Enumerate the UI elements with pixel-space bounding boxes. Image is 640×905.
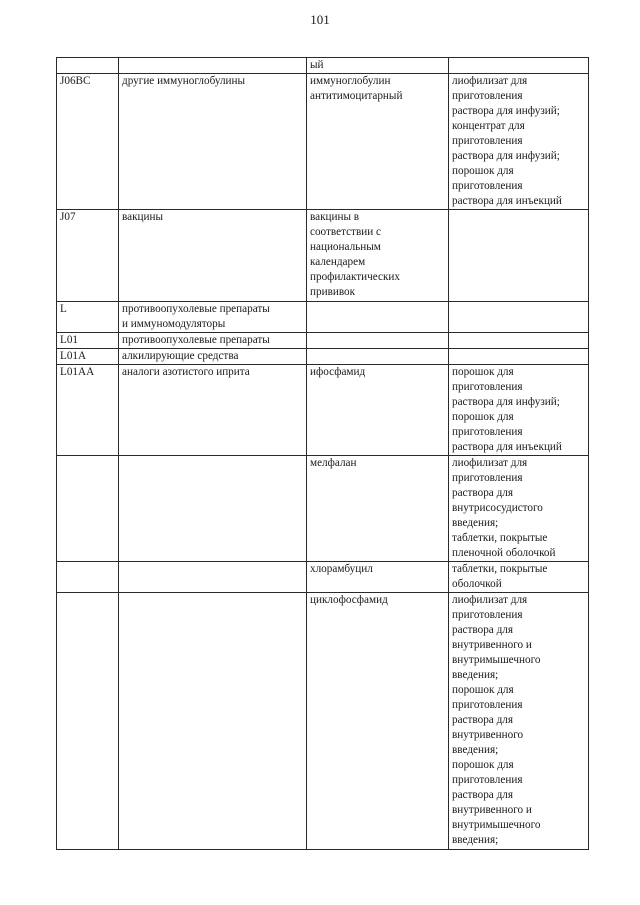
dosage-form: лиофилизат для приготовления раствора для внутривенного и внутримышечного введения; порошок для приготовления раствора для внутривенного введения; порошок для приготовления раствора для внутривенного и внутримышечного введения; [452, 594, 541, 846]
atc-code: L01AA [60, 366, 95, 378]
atc-group-cell [119, 562, 307, 593]
drug-name: вакцины в соответствии с национальным календарем профилактических прививок [310, 211, 400, 298]
atc-code: L [60, 303, 67, 315]
dosage-form-cell [449, 456, 589, 562]
dosage-form: таблетки, покрытые оболочкой [452, 563, 548, 590]
dosage-form-cell [449, 210, 589, 302]
atc-group: противоопухолевые препараты [122, 334, 270, 346]
atc-group-cell [119, 456, 307, 562]
table-row [57, 349, 589, 365]
drug-name-cell [307, 365, 449, 456]
atc-code-cell [57, 333, 119, 349]
drug-name: ый [310, 59, 324, 71]
dosage-form-cell [449, 562, 589, 593]
atc-group-cell [119, 593, 307, 850]
table-row [57, 74, 589, 210]
drug-name: хлорамбуцил [310, 563, 373, 575]
atc-group-cell [119, 210, 307, 302]
atc-group: алкилирующие средства [122, 350, 239, 362]
atc-code: J07 [60, 211, 76, 223]
dosage-form-cell [449, 333, 589, 349]
dosage-form-cell [449, 58, 589, 74]
page-number: 101 [310, 12, 330, 27]
atc-group-cell [119, 349, 307, 365]
atc-code-cell [57, 456, 119, 562]
table-row [57, 562, 589, 593]
drug-name-cell [307, 302, 449, 333]
dosage-form: порошок для приготовления раствора для инфузий; порошок для приготовления раствора для инъекций [452, 366, 562, 453]
atc-code-cell [57, 74, 119, 210]
atc-code-cell [57, 58, 119, 74]
drug-name-cell [307, 58, 449, 74]
atc-group: другие иммуноглобулины [122, 75, 246, 87]
atc-group-cell [119, 365, 307, 456]
drug-name: мелфалан [310, 457, 357, 469]
atc-code: L01A [60, 350, 87, 362]
atc-code-cell [57, 365, 119, 456]
atc-group-cell [119, 302, 307, 333]
drug-name: циклофосфамид [310, 594, 388, 606]
table-row [57, 302, 589, 333]
atc-group: аналоги азотистого иприта [122, 366, 250, 378]
drug-name-cell [307, 562, 449, 593]
atc-group-cell [119, 333, 307, 349]
table-row [57, 333, 589, 349]
atc-group-cell [119, 74, 307, 210]
drug-name: иммуноглобулин антитимоцитарный [310, 75, 403, 102]
table-row [57, 593, 589, 850]
table-row [57, 210, 589, 302]
atc-group: вакцины [122, 211, 164, 223]
dosage-form-cell [449, 593, 589, 850]
atc-code: J06BC [60, 75, 91, 87]
dosage-form-cell [449, 349, 589, 365]
dosage-form-cell [449, 302, 589, 333]
atc-code-cell [57, 302, 119, 333]
drug-name-cell [307, 333, 449, 349]
drug-name: ифосфамид [310, 366, 366, 378]
drug-name-cell [307, 456, 449, 562]
drug-name-cell [307, 349, 449, 365]
table-row [57, 58, 589, 74]
atc-code-cell [57, 593, 119, 850]
drug-name-cell [307, 74, 449, 210]
atc-group: противоопухолевые препараты и иммуномодуляторы [122, 303, 270, 330]
table-row [57, 365, 589, 456]
dosage-form-cell [449, 365, 589, 456]
dosage-form: лиофилизат для приготовления раствора для инфузий; концентрат для приготовления раствора для инфузий; порошок для приготовления раствора для инъекций [452, 75, 562, 207]
dosage-form-cell [449, 74, 589, 210]
atc-code-cell [57, 210, 119, 302]
drug-name-cell [307, 210, 449, 302]
drug-name-cell [307, 593, 449, 850]
atc-code-cell [57, 349, 119, 365]
table-row [57, 456, 589, 562]
drug-table [56, 57, 589, 850]
atc-code: L01 [60, 334, 79, 346]
atc-code-cell [57, 562, 119, 593]
atc-group-cell [119, 58, 307, 74]
dosage-form: лиофилизат для приготовления раствора для внутрисосудистого введения; таблетки, покрытые пленочной оболочкой [452, 457, 556, 559]
